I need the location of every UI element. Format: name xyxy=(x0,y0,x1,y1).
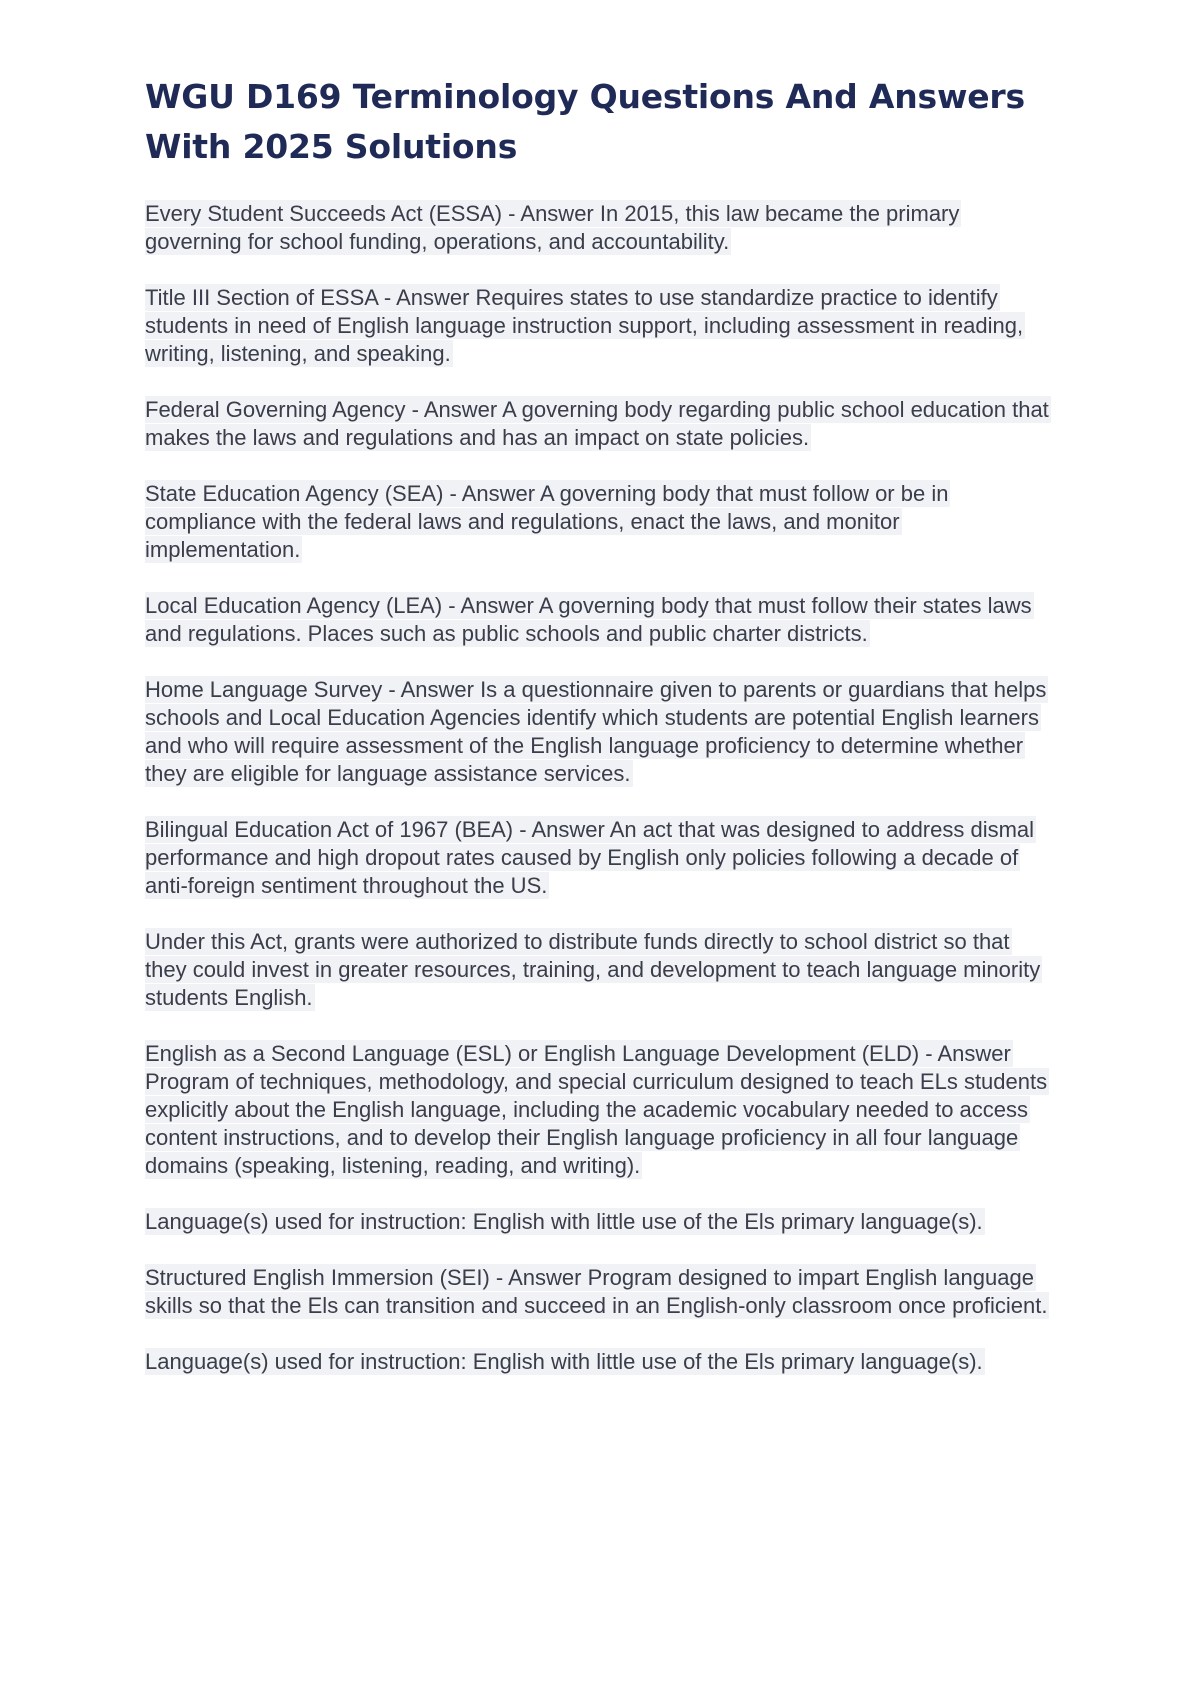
document-page xyxy=(145,0,1055,1404)
paragraph-essa: Every Student Succeeds Act (ESSA) - Answer In 2015, this law became the primary governing for school funding, operations, and accountability. xyxy=(145,201,960,254)
paragraph-lea: Local Education Agency (LEA) - Answer A governing body that must follow their states laws and regulations. Places such as public schools and public charter districts. xyxy=(145,593,1032,646)
paragraph-esl-eld: English as a Second Language (ESL) or English Language Development (ELD) - Answer Program of techniques, methodology, and special curriculum designed to teach ELs students explicitly about the English language, including the academic vocabulary needed to access content instructions, and to develop their English language proficiency in all four language domains (speaking, listening, reading, and writing). xyxy=(145,1041,1048,1178)
paragraph-sea: State Education Agency (SEA) - Answer A governing body that must follow or be in compliance with the federal laws and regulations, enact the laws, and monitor implementation. xyxy=(145,481,949,562)
paragraph-sei-language-used: Language(s) used for instruction: English with little use of the Els primary language(s). xyxy=(145,1349,983,1374)
paragraph-home-language-survey: Home Language Survey - Answer Is a questionnaire given to parents or guardians that helps schools and Local Education Agencies identify which students are potential English learners and who will require assessment of the English language proficiency to determine whether they are eligible for language assistance services. xyxy=(145,677,1047,786)
document-body xyxy=(145,200,1055,1376)
paragraph-esl-language-used: Language(s) used for instruction: English with little use of the Els primary language(s). xyxy=(145,1209,983,1234)
paragraph-federal-agency: Federal Governing Agency - Answer A governing body regarding public school education that makes the laws and regulations and has an impact on state policies. xyxy=(145,397,1049,450)
paragraph-title-iii: Title III Section of ESSA - Answer Requires states to use standardize practice to identify students in need of English language instruction support, including assessment in reading, writing, listening, and speaking. xyxy=(145,285,1024,366)
paragraph-bea-grants: Under this Act, grants were authorized to distribute funds directly to school district so that they could invest in greater resources, training, and development to teach language minority students English. xyxy=(145,929,1041,1010)
paragraph-sei: Structured English Immersion (SEI) - Answer Program designed to impart English language skills so that the Els can transition and succeed in an English-only classroom once proficient. xyxy=(145,1265,1048,1318)
paragraph-bea: Bilingual Education Act of 1967 (BEA) - Answer An act that was designed to address dismal performance and high dropout rates caused by English only policies following a decade of anti-foreign sentiment throughout the US. xyxy=(145,817,1035,898)
document-title: WGU D169 Terminology Questions And Answers With 2025 Solutions xyxy=(145,77,1025,166)
